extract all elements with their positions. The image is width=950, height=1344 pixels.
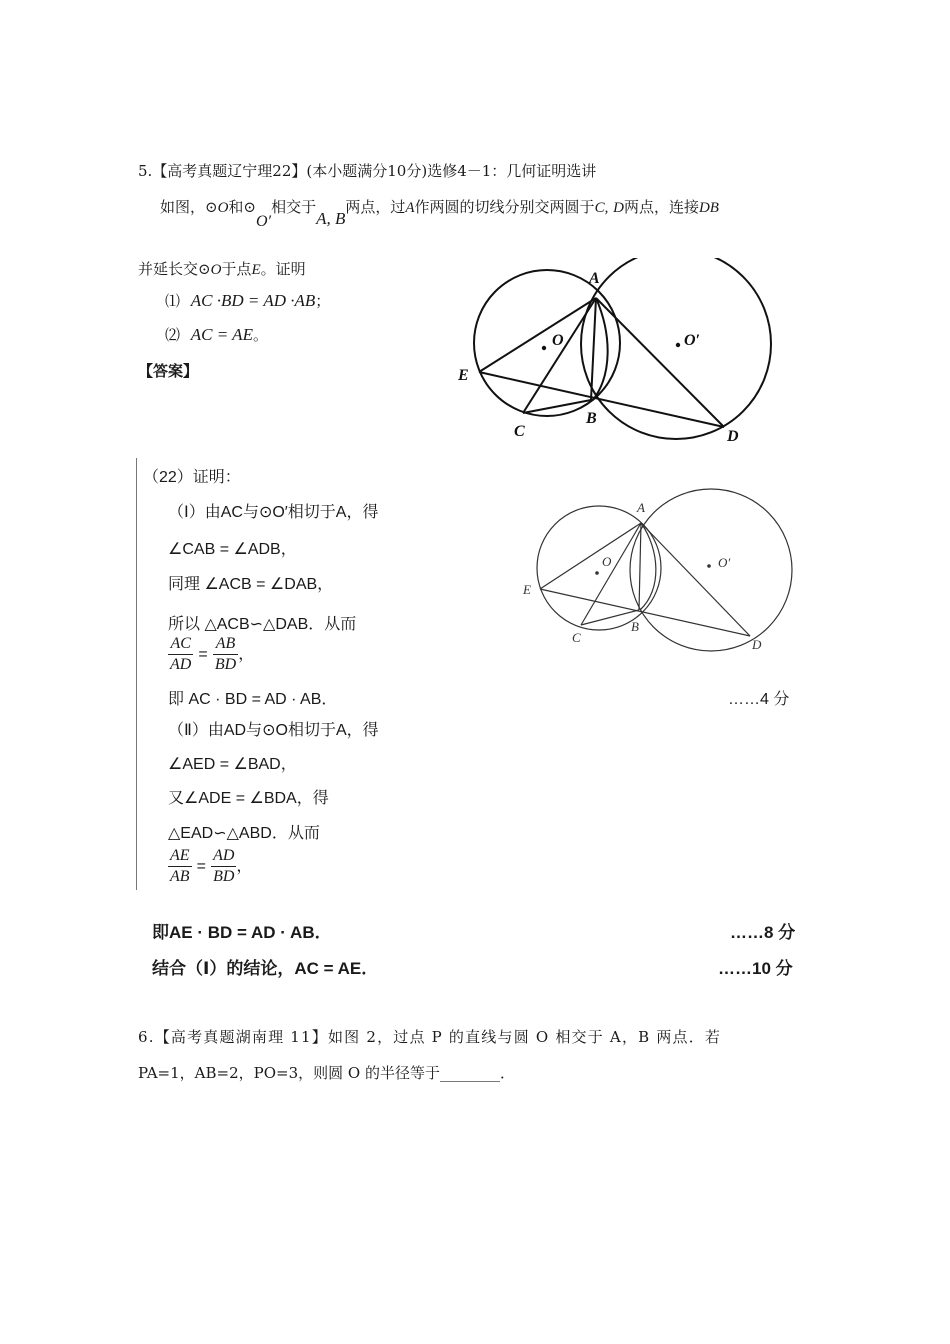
fraction-equation-2: $\frac{AE}{AB}$ = $\frac{AD}{BD}$ ， xyxy=(170,847,253,885)
solution-step-5: 即 AC · BD = AD · AB． xyxy=(168,691,338,708)
solution-segment-ed xyxy=(540,589,750,636)
score-8: ……8 分 xyxy=(730,923,796,942)
label-d: D xyxy=(727,428,739,445)
solution-title: （22）证明： xyxy=(143,469,241,486)
fraction-ae-ab: $\frac{AE}{AB}$ xyxy=(170,847,190,885)
fraction-ab-bd: $\frac{AB}{BD}$ xyxy=(214,635,237,673)
solution-label-d: D xyxy=(752,637,762,652)
segment-cb xyxy=(523,400,591,413)
solution-step-2: ∠CAB = ∠ADB， xyxy=(168,541,297,558)
solution-segment-ae xyxy=(540,523,641,589)
solution-segment-ab xyxy=(639,523,641,610)
center-o-prime-dot xyxy=(676,343,680,347)
fraction-ad-bd: $\frac{AD}{BD}$ xyxy=(213,847,235,885)
label-b: B xyxy=(586,410,597,427)
problem5-statement-line2: 并延长交⊙O于点E。证明 xyxy=(138,260,306,278)
label-e: E xyxy=(458,367,469,384)
solution-label-e: E xyxy=(523,582,531,597)
circle-o-prime xyxy=(581,258,771,439)
label-o-prime: O′ xyxy=(684,332,701,349)
answer-label: 【答案】 xyxy=(138,362,199,380)
solution-center-o-prime-dot xyxy=(707,564,711,568)
score-4: ……4 分 xyxy=(728,691,790,708)
center-o-dot xyxy=(542,346,546,350)
segment-ae xyxy=(479,298,596,372)
label-o: O xyxy=(552,332,564,349)
solution-step-11: 结合（Ⅰ）的结论，AC = AE． xyxy=(152,959,379,978)
problem6-line1: 6.【高考真题湖南理 11】如图 2，过点 P 的直线与圆 O 相交于 A，B 两点．若 xyxy=(138,1028,722,1046)
label-c: C xyxy=(514,423,525,440)
problem5-part2: ⑵ AC = AE。 xyxy=(165,325,268,344)
problem5-header: 5.【高考真题辽宁理22】(本小题满分10分)选修4－1：几何证明选讲 xyxy=(138,162,597,180)
segment-ed xyxy=(479,372,724,427)
solution-segment-ad xyxy=(641,523,750,636)
solution-step-7: ∠AED = ∠BAD， xyxy=(168,756,297,773)
solution-label-b: B xyxy=(631,619,639,634)
problem5-statement-line1: 如图，⊙O和⊙O′相交于A, B两点，过A作两圆的切线分别交两圆于C, D两点，连接DB xyxy=(160,198,719,230)
solution-label-o-prime: O′ xyxy=(718,555,731,570)
solution-step-3: 同理 ∠ACB = ∠DAB， xyxy=(168,576,334,593)
problem5-part1: ⑴ AC ·BD = AD ·AB； xyxy=(165,291,331,310)
solution-step-6: （Ⅱ）由AD与⊙O相切于A，得 xyxy=(168,722,379,739)
solution-step-9: △EAD∽△ABD．从而 xyxy=(168,825,320,842)
solution-label-o: O xyxy=(602,554,612,569)
segment-ad xyxy=(596,298,724,427)
solution-step-10: 即AE · BD = AD · AB． xyxy=(152,923,332,942)
score-10: ……10 分 xyxy=(718,959,793,978)
solution-step-4: 所以 △ACB∽△DAB．从而 xyxy=(168,616,357,633)
problem5-figure xyxy=(450,258,780,450)
problem6-line2: PA=1，AB=2，PO=3，则圆 O 的半径等于________． xyxy=(138,1064,515,1082)
label-a: A xyxy=(589,270,600,287)
segment-ab xyxy=(591,298,596,400)
fraction-ac-ad: $\frac{AC}{AD}$ xyxy=(170,635,192,673)
solution-figure xyxy=(515,482,795,654)
solution-step-8: 又∠ADE = ∠BDA，得 xyxy=(168,790,329,807)
solution-step-1: （Ⅰ）由AC与⊙O′相切于A，得 xyxy=(168,504,379,521)
solution-label-a: A xyxy=(637,500,645,515)
solution-label-c: C xyxy=(572,630,581,645)
solution-center-o-dot xyxy=(595,571,599,575)
solution-margin-line xyxy=(136,458,137,890)
fraction-equation-1: $\frac{AC}{AD}$ = $\frac{AB}{BD}$ ， xyxy=(170,635,255,673)
